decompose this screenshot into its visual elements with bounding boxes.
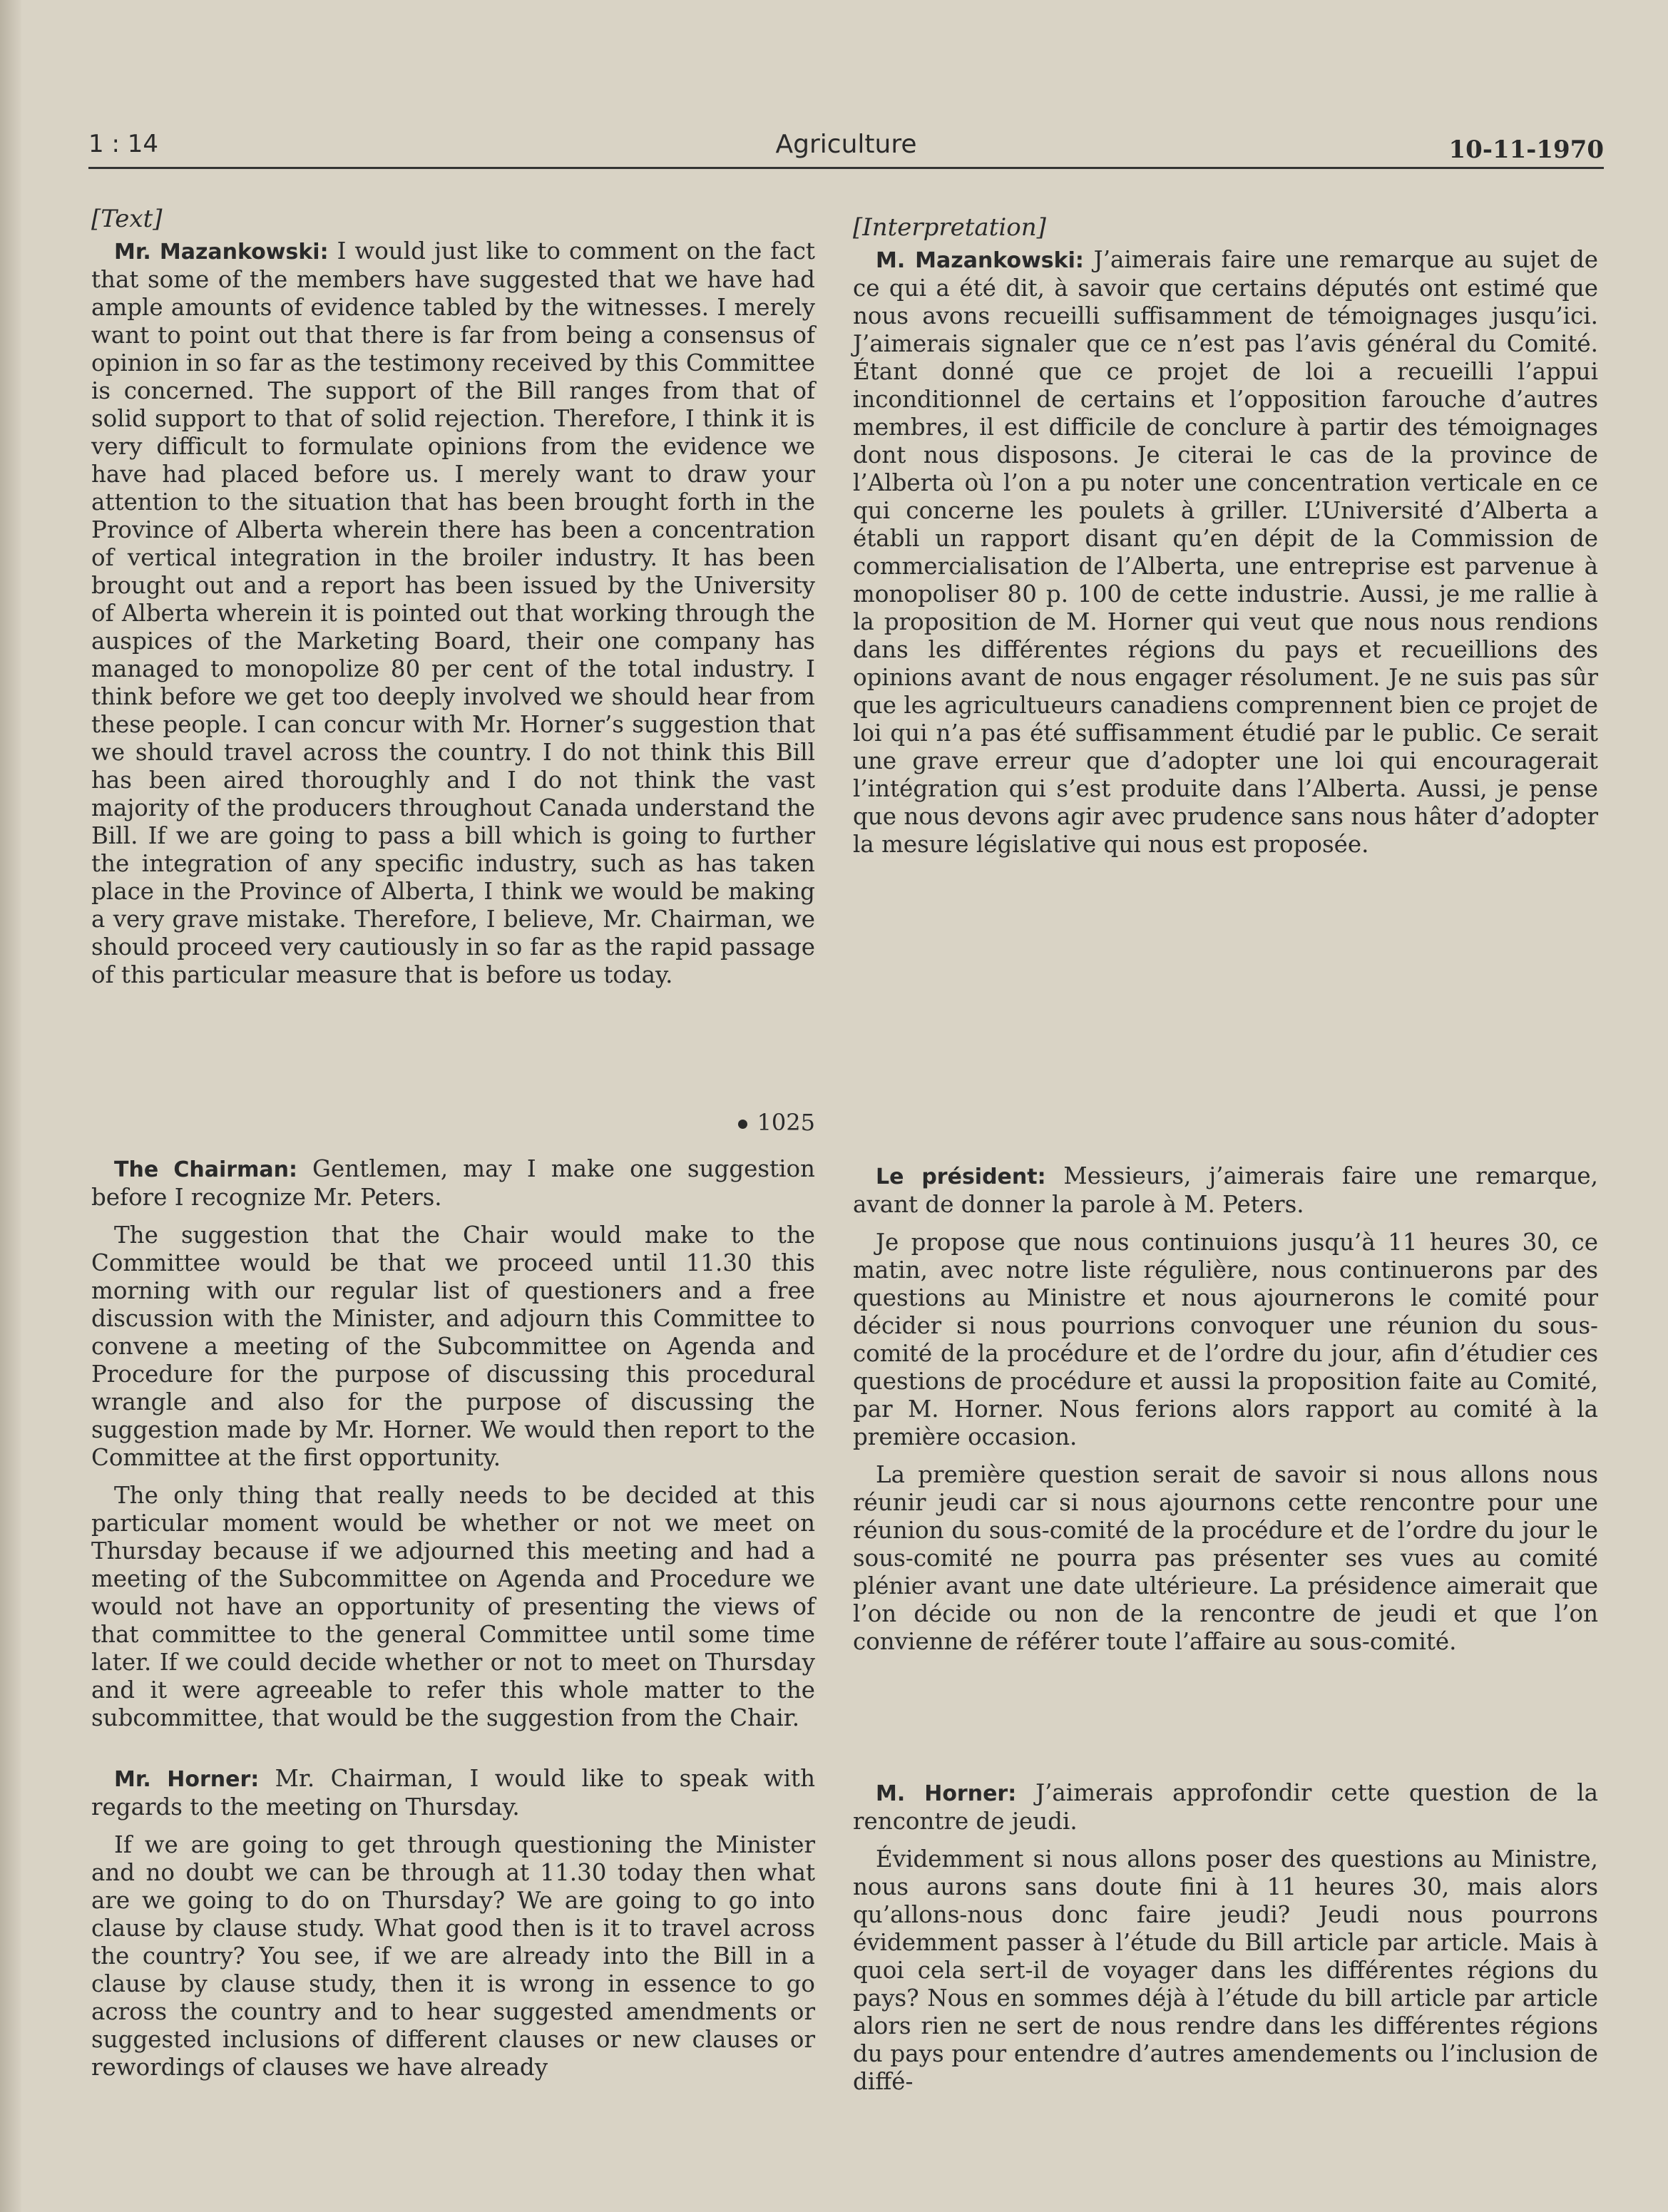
french-paragraph: La première question serait de savoir si nous allons nous réunir jeudi car si nous ajournons cette rencontre pour une réunion du sous-comité de la procédure et de l’ordre du jour le sous-comité ne pourra pas présenter ses vues au comité plénier avant une date ultérieure. La présidence aimerait que l’on décide ou non de la rencontre de jeudi et que l’on convienne de référer toute l’affaire au sous-comité. bbox=[853, 1461, 1598, 1655]
french-paragraph: Évidemment si nous allons poser des questions au Ministre, nous aurons sans doute fini à 11 heures 30, mais alors qu’allons-nous donc faire jeudi? Jeudi nous pourrons évidemment passer à l’étude du Bill article par article. Mais à quoi cela sert-il de voyager dans les différentes régions du pays? Nous en sommes déjà à l’étude du bill article par article alors rien ne sert de nous rendre dans les différentes régions du pays pour entendre d’autres amendements ou l’inclusion de diffé- bbox=[853, 1845, 1598, 2095]
speech-text: Mr. Chairman, I would like to speak with regards to the meeting on Thursday. bbox=[91, 1765, 815, 1821]
binding-gutter bbox=[0, 0, 21, 2212]
speech-text: Messieurs, j’aimerais faire une remarque, avant de donner la parole à M. Peters. bbox=[853, 1162, 1598, 1218]
french-paragraph bbox=[853, 246, 1598, 859]
french-paragraph: Je propose que nous continuions jusqu’à 11 heures 30, ce matin, avec notre liste régulière, nous continuerons par des questions au Ministre et nous ajournerons le comité pour décider si nous pourrions convoquer une réunion du sous-comité de la procédure et de l’ordre du jour, afin d’étudier ces questions de procédure et aussi la proposition faite au Comité, par M. Horner. Nous ferions alors rapport au comité à la première occasion. bbox=[853, 1229, 1598, 1450]
speaker-name: Le président: bbox=[876, 1164, 1046, 1189]
page-header bbox=[88, 127, 1604, 169]
speaker-name: M. Mazankowski: bbox=[876, 248, 1084, 273]
speech-text: J’aimerais faire une remarque au sujet de ce qui a été dit, à savoir que certains députés ont estimé que nous avons recueilli suffisamment de témoignages jusqu’ici. J’aimerais signaler que ce n’est pas l’avis général du Comité. Étant donné que ce projet de loi a recueilli l’appui inconditionnel de certains et l’opposition farouche d’autres membres, il est difficile de conclure à partir des témoignages dont nous disposons. Je citerai le cas de la province de l’Alberta où l’on a pu noter une concentration verticale en ce qui concerne les poulets à griller. L’Université d’Alberta a établi un rapport disant qu’en dépit de la Commission de commercialisation de l’Alberta, une entreprise est parvenue à monopoliser 80 p. 100 de cette industrie. Aussi, je me rallie à la proposition de M. Horner qui veut que nous nous rendions dans les différentes régions du pays et recueillions des opinions avant de nous engager résolument. Je ne suis pas sûr que les agricultueurs canadiens comprennent bien ce projet de loi qui n’a pas été suffisamment étudié par le public. Ce serait une grave erreur que d’adopter une loi qui encouragerait l’intégration qui s’est produite dans l’Alberta. Aussi, je pense que nous devons agir avec prudence sans nous hâter d’adopter la mesure législative qui nous est proposée. bbox=[853, 246, 1598, 858]
speaker-name: Mr. Horner: bbox=[114, 1767, 260, 1792]
french-paragraph bbox=[853, 1162, 1598, 1219]
running-title: Agriculture bbox=[775, 130, 917, 159]
french-block-2 bbox=[853, 1162, 1598, 1656]
french-paragraph bbox=[853, 1779, 1598, 1835]
french-block-1 bbox=[853, 214, 1598, 859]
speaker-name: The Chairman: bbox=[114, 1157, 297, 1182]
bullet-icon bbox=[738, 1120, 747, 1129]
sitting-date: 10-11-1970 bbox=[1448, 135, 1604, 164]
speech-text: J’aimerais approfondir cette question de la rencontre de jeudi. bbox=[853, 1779, 1598, 1835]
english-paragraph bbox=[91, 1765, 815, 1821]
section-label-text: [Text] bbox=[91, 205, 163, 233]
english-block-3 bbox=[91, 1765, 815, 2082]
english-block-1 bbox=[91, 205, 815, 989]
sitting-time: 1025 bbox=[757, 1109, 815, 1136]
english-block-2 bbox=[91, 1155, 815, 1732]
sitting-time-marker bbox=[720, 1109, 815, 1136]
english-paragraph: The only thing that really needs to be decided at this particular moment would be whether or not we meet on Thursday because if we adjourned this meeting and had a meeting of the Subcommittee on Agenda and Procedure we would not have an opportunity of presenting the views of that committee to the general Committee until some time later. If we could decide whether or not to meet on Thursday and it were agreeable to refer this whole matter to the subcommittee, that would be the suggestion from the Chair. bbox=[91, 1482, 815, 1731]
speech-text: Gentlemen, may I make one suggestion before I recognize Mr. Peters. bbox=[91, 1155, 815, 1211]
french-block-3 bbox=[853, 1779, 1598, 2096]
speech-text: I would just like to comment on the fact that some of the members have suggested that we have had ample amounts of evidence tabled by the witnesses. I merely want to point out that there is far from being a consensus of opinion in so far as the testimony received by this Committee is concerned. The support of the Bill ranges from that of solid support to that of solid rejection. Therefore, I think it is very difficult to formulate opinions from the evidence we have had placed before us. I merely want to draw your attention to the situation that has been brought forth in the Province of Alberta wherein there has been a concentration of vertical integration in the broiler industry. It has been brought out and a report has been issued by the University of Alberta wherein it is pointed out that working through the auspices of the Marketing Board, their one company has managed to monopolize 80 per cent of the total industry. I think before we get too deeply involved we should hear from these people. I can concur with Mr. Horner’s suggestion that we should travel across the country. I do not think this Bill has been aired thoroughly and I do not think the vast majority of the producers throughout Canada understand the Bill. If we are going to pass a bill which is going to further the integration of any specific industry, such as has taken place in the Province of Alberta, I think we would be making a very grave mistake. Therefore, I believe, Mr. Chairman, we should proceed very cautiously in so far as the rapid passage of this particular measure that is before us today. bbox=[91, 237, 815, 988]
speaker-name: M. Horner: bbox=[876, 1781, 1017, 1806]
english-paragraph bbox=[91, 237, 815, 989]
page-number: 1 : 14 bbox=[88, 130, 158, 158]
english-paragraph: If we are going to get through questioning the Minister and no doubt we can be through at 11.30 today then what are we going to do on Thursday? We are going to go into clause by clause study. What good then is it to travel across the country? You see, if we are already into the Bill in a clause by clause study, then it is wrong in essence to go across the country and to hear suggested amendments or suggested inclusions of different clauses or new clauses or rewordings of clauses we have already bbox=[91, 1831, 815, 2081]
section-label-interpretation: [Interpretation] bbox=[853, 213, 1046, 242]
english-paragraph: The suggestion that the Chair would make to the Committee would be that we proceed until 11.30 this morning with our regular list of questioners and a free discussion with the Minister, and adjourn this Committee to convene a meeting of the Subcommittee on Agenda and Procedure for the purpose of discussing this procedural wrangle and also for the purpose of discussing the suggestion made by Mr. Horner. We would then report to the Committee at the first opportunity. bbox=[91, 1222, 815, 1471]
speaker-name: Mr. Mazankowski: bbox=[114, 240, 329, 265]
english-paragraph bbox=[91, 1155, 815, 1212]
